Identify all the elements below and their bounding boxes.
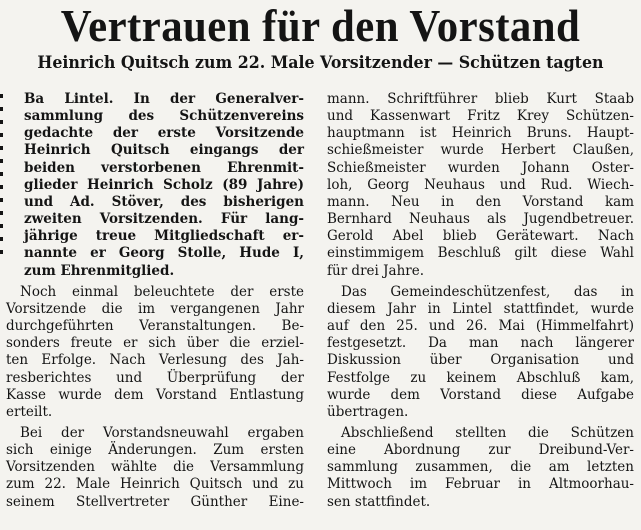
- lead-line: glieder Heinrich Scholz (89 Jahre): [24, 176, 304, 193]
- text-line: Schießmeister wurden Johann Oster-: [327, 159, 634, 176]
- lead-line: Ba Lintel. In der Generalver-: [24, 91, 304, 107]
- paragraph-4: [327, 284, 634, 421]
- text-line: einstimmigem Beschluß gilt diese Wahl: [327, 245, 634, 262]
- lead-line: sammlung des Schützenvereins: [24, 108, 304, 125]
- paragraph-2: [6, 425, 304, 511]
- text-line: erteilt.: [6, 403, 53, 420]
- lead-line: zum Ehrenmitglied.: [24, 262, 175, 279]
- text-line: zum 22. Male Heinrich Quitsch und zu: [6, 476, 304, 493]
- text-line: ten Erfolge. Nach Verlesung des Jah-: [6, 352, 304, 369]
- text-line: Mittwoch im Februar in Altmoorhau-: [327, 476, 634, 493]
- text-line: mann. Schriftführer blieb Kurt Staab: [327, 91, 634, 107]
- article-subheadline: Heinrich Quitsch zum 22. Male Vorsitzender — Schützen tagten: [37, 53, 604, 73]
- text-line: Gerold Abel blieb Gerätewart. Nach: [327, 228, 634, 245]
- text-line: auf den 25. und 26. Mai (Himmelfahrt): [327, 318, 634, 335]
- lead-line: zweiten Vorsitzenden. Für lang-: [24, 211, 304, 228]
- text-line: mann. Neu in den Vorstand kam: [327, 193, 634, 210]
- paragraph-5: [327, 425, 634, 511]
- paragraph-3: [327, 91, 634, 280]
- lead-paragraph: [6, 91, 304, 280]
- text-line: Kasse wurde dem Vorstand Entlastung: [6, 386, 304, 403]
- text-line: wurde dem Vorstand diese Aufgabe: [327, 386, 634, 403]
- text-line: für drei Jahre.: [327, 262, 425, 279]
- text-line: Bei der Vorstandsneuwahl ergaben: [20, 424, 304, 441]
- text-line: sich einige Änderungen. Zum ersten: [6, 442, 304, 459]
- text-line: schießmeister wurde Herbert Claußen,: [327, 142, 634, 159]
- text-line: festgesetzt. Da man nach längerer: [327, 335, 634, 352]
- text-line: sammlung zusammen, die am letzten: [327, 459, 634, 476]
- left-column: [6, 91, 304, 511]
- text-line: Festfolge zu keinem Abschluß kam,: [327, 369, 634, 386]
- text-line: übertragen.: [327, 403, 409, 420]
- lead-line: beiden verstorbenen Ehrenmit-: [24, 159, 304, 176]
- text-line: Vorsitzende die im vergangenen Jahr: [6, 300, 304, 317]
- text-line: hauptmann ist Heinrich Bruns. Haupt-: [327, 125, 634, 142]
- text-line: Bernhard Neuhaus als Jugendbetreuer.: [327, 211, 634, 228]
- text-line: Das Gemeindeschützenfest, das in: [341, 283, 634, 300]
- text-line: Vorsitzenden wählte die Versammlung: [6, 459, 304, 476]
- text-line: durchgeführten Veranstaltungen. Be-: [6, 318, 304, 335]
- lead-line: gedachte der erste Vorsitzende: [24, 125, 304, 142]
- lead-line: jährige treue Mitgliedschaft er-: [24, 228, 304, 245]
- text-line: seinem Stellvertreter Günther Eine-: [6, 493, 304, 510]
- paragraph-1: [6, 284, 304, 421]
- right-column: [327, 91, 634, 511]
- text-line: eine Abordnung zur Dreibund-Ver-: [327, 442, 634, 459]
- text-line: resberichtes und Überprüfung der: [6, 369, 304, 386]
- lead-line: und Ad. Stöver, des bisherigen: [24, 193, 304, 210]
- lead-line: nannte er Georg Stolle, Hude I,: [24, 245, 304, 262]
- text-line: diesem Jahr in Lintel stattfindet, wurde: [327, 300, 634, 317]
- text-line: Diskussion über Organisation und: [327, 352, 634, 369]
- text-line: loh, Georg Neuhaus und Rud. Wiech-: [327, 176, 634, 193]
- text-line: und Kassenwart Fritz Krey Schützen-: [327, 108, 634, 125]
- column-marker: [0, 94, 3, 254]
- text-line: sen stattfindet.: [327, 493, 431, 510]
- lead-line: Heinrich Quitsch eingangs der: [24, 142, 304, 159]
- article-headline: Vertrauen für den Vorstand: [60, 0, 581, 51]
- text-line: sonders freute er sich über die erziel-: [6, 335, 304, 352]
- text-line: Abschließend stellten die Schützen: [341, 424, 634, 441]
- text-line: Noch einmal beleuchtete der erste: [20, 283, 304, 300]
